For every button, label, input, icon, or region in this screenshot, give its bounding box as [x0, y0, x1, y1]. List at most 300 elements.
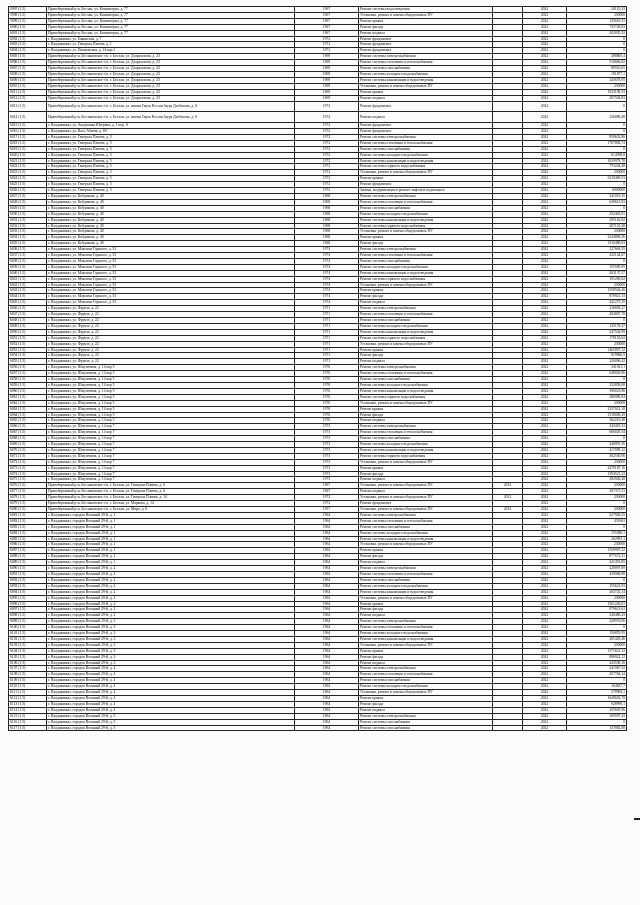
build-year-cell: 1976	[295, 371, 359, 377]
cost-cell: 431661	[567, 518, 627, 524]
cost-cell: 262991,1	[567, 536, 627, 542]
address-cell: г. Владикавказ, городок Военный 29-й, д. 2	[47, 607, 295, 613]
work-type-cell: Установка, ремонт и замена общедомовых ПУ	[359, 170, 493, 176]
work-type-cell: Ремонт крыши	[359, 288, 493, 294]
work-type-cell: Ремонт системы канализации и водоотведения	[359, 77, 493, 83]
row-number-cell: 6059 (1.5)	[9, 382, 47, 388]
cost-cell: 1649602,78	[567, 696, 627, 702]
cost-cell: 288805,4	[567, 54, 627, 60]
plan-year-cell: 2022	[523, 30, 567, 36]
work-type-cell: Ремонт крыши	[359, 601, 493, 607]
cost-cell: 2479187,16	[567, 465, 627, 471]
cost-cell: 0	[567, 146, 627, 152]
plan-year-cell: 2022	[523, 554, 567, 560]
cost-cell: 432144,87	[567, 253, 627, 259]
work-type-cell: Ремонт системы холодного водоснабжения	[359, 631, 493, 637]
survey-year-cell: 2012	[493, 483, 523, 489]
cost-cell: 2344896,56	[567, 235, 627, 241]
build-year-cell: 1976	[295, 382, 359, 388]
row-number-cell: 6102 (1.5)	[9, 636, 47, 642]
build-year-cell: 1967	[295, 489, 359, 495]
work-type-cell: Ремонт системы газоснабжения	[359, 719, 493, 725]
cost-cell: 155585,95	[567, 264, 627, 270]
plan-year-cell: 2022	[523, 77, 567, 83]
work-type-cell: Ремонт системы газоснабжения	[359, 678, 493, 684]
cost-cell: 1029978,78	[567, 158, 627, 164]
address-cell: г. Владикавказ, ул. Шмулевича, д. 14 кор 7	[47, 453, 295, 459]
row-number-cell: 6061 (1.5)	[9, 394, 47, 400]
build-year-cell: 1971	[295, 312, 359, 318]
plan-year-cell: 2022	[523, 211, 567, 217]
work-type-cell: Ремонт системы горячего водоснабжения	[359, 394, 493, 400]
plan-year-cell: 2022	[523, 442, 567, 448]
cost-cell: 0	[567, 123, 627, 129]
cost-cell: 255605,96	[567, 707, 627, 713]
plan-year-cell: 2022	[523, 400, 567, 406]
work-type-cell: Ремонт системы горячего водоснабжения	[359, 453, 493, 459]
address-cell: г. Владикавказ, ул. Шмулевича, д. 14 кор 5	[47, 400, 295, 406]
plan-year-cell: 2022	[523, 341, 567, 347]
plan-year-cell: 2022	[523, 223, 567, 229]
plan-year-cell: 2022	[523, 359, 567, 365]
cost-cell: 135610,31	[567, 18, 627, 24]
address-cell: г. Владикавказ, ул. Шмулевича, д. 14 кор 5	[47, 377, 295, 383]
plan-year-cell: 2022	[523, 7, 567, 13]
build-year-cell: 1974	[295, 294, 359, 300]
row-number-cell: 6069 (1.5)	[9, 442, 47, 448]
address-cell: г. Владикавказ, ул. Фрунзе, д. 22	[47, 323, 295, 329]
plan-year-cell: 2022	[523, 253, 567, 259]
work-type-cell: Ремонт фундамента	[359, 42, 493, 48]
plan-year-cell: 2022	[523, 672, 567, 678]
plan-year-cell: 2022	[523, 323, 567, 329]
address-cell: г. Владикавказ, ул. Шмулевича, д. 14 кор 5	[47, 418, 295, 424]
row-number-cell: 6055 (1.5)	[9, 359, 47, 365]
work-type-cell: Ремонт системы газоснабжения	[359, 577, 493, 583]
plan-year-cell: 2022	[523, 471, 567, 477]
plan-year-cell: 2022	[523, 465, 567, 471]
row-number-cell: 6073 (1.5)	[9, 465, 47, 471]
row-number-cell: 6037 (1.5)	[9, 253, 47, 259]
plan-year-cell: 2022	[523, 170, 567, 176]
cost-cell: 1310480,63	[567, 241, 627, 247]
work-type-cell: Ремонт системы канализации и водоотведения	[359, 158, 493, 164]
plan-year-cell: 2022	[523, 188, 567, 194]
row-number-cell: 6054 (1.5)	[9, 353, 47, 359]
cost-cell: 0	[567, 258, 627, 264]
row-number-cell: 6074 (1.5)	[9, 471, 47, 477]
cost-cell: 297373,11	[567, 489, 627, 495]
row-number-cell: 6010 (1.5)	[9, 83, 47, 89]
build-year-cell: 1972	[295, 170, 359, 176]
work-type-cell: Ремонт системы электроснабжения	[359, 619, 493, 625]
cost-cell: 1318049,29	[567, 412, 627, 418]
row-number-cell: 6012 (1.5)	[9, 95, 47, 101]
build-year-cell: 1964	[295, 518, 359, 524]
address-cell: Правобережный р-н, Беслановское г/п, г. Беслан, ул. Генерала Плиева, д. 6	[47, 483, 295, 489]
address-cell: г. Владикавказ, ул. Генерала Плиева, д. 5	[47, 182, 295, 188]
row-number-cell: 6112 (1.5)	[9, 696, 47, 702]
build-year-cell: 1972	[295, 158, 359, 164]
address-cell: г. Владикавказ, ул. Шмулевича, д. 14 кор 5	[47, 365, 295, 371]
address-cell: Правобережный р-н, Беслановское г/п, г. Беслан, ул. Дзарахохова, д. 23	[47, 60, 295, 66]
cost-cell: 0	[567, 318, 627, 324]
work-type-cell: Ремонт системы отопления и теплоснабжения	[359, 518, 493, 524]
cost-cell: 155621,93	[567, 583, 627, 589]
plan-year-cell: 2022	[523, 270, 567, 276]
address-cell: г. Владикавказ, ул. Фрунзе, д. 22	[47, 359, 295, 365]
row-number-cell: 6015 (1.5)	[9, 123, 47, 129]
row-number-cell: 6039 (1.5)	[9, 264, 47, 270]
build-year-cell: 1964	[295, 636, 359, 642]
build-year-cell: 1967	[295, 18, 359, 24]
plan-year-cell: 2022	[523, 158, 567, 164]
address-cell: Правобережный р-н, Беслановское г/п, г. Беслан, ул. Дзарахохова, д. 23	[47, 89, 295, 95]
work-type-cell: Ремонт системы холодного водоснабжения	[359, 684, 493, 690]
plan-year-cell: 2022	[523, 625, 567, 631]
address-cell: г. Владикавказ, ул. Шмулевича, д. 14 кор 7	[47, 447, 295, 453]
work-type-cell: Ремонт подвала	[359, 112, 493, 123]
work-type-cell: Ремонт системы горячего водоснабжения	[359, 335, 493, 341]
address-cell: г. Владикавказ, городок Военный 29-й, д. 3	[47, 631, 295, 637]
plan-year-cell: 2022	[523, 601, 567, 607]
cost-cell: 0	[567, 377, 627, 383]
build-year-cell: 1964	[295, 601, 359, 607]
cost-cell: 928999,1	[567, 701, 627, 707]
plan-year-cell: 2022	[523, 371, 567, 377]
address-cell: г. Владикавказ, городок Военный 29-й, д. 2	[47, 613, 295, 619]
address-cell: г. Владикавказ, ул. Генерала Плиева, д. 5	[47, 164, 295, 170]
work-type-cell: Ремонт фасада	[359, 654, 493, 660]
build-year-cell: 1973	[295, 430, 359, 436]
address-cell: г. Владикавказ, городок Военный 29-й, д. 1	[47, 554, 295, 560]
row-number-cell: 6030 (1.5)	[9, 211, 47, 217]
build-year-cell: 1968	[295, 235, 359, 241]
row-number-cell: 6025 (1.5)	[9, 182, 47, 188]
address-cell: г. Владикавказ, ул. Шмулевича, д. 14 кор 7	[47, 436, 295, 442]
address-cell: г. Владикавказ, ул. Шмулевича, д. 14 кор 5	[47, 371, 295, 377]
row-number-cell: 6089 (1.5)	[9, 560, 47, 566]
cost-cell: 230000	[567, 459, 627, 465]
build-year-cell: 1973	[295, 453, 359, 459]
plan-year-cell: 2022	[523, 518, 567, 524]
plan-year-cell: 2022	[523, 123, 567, 129]
plan-year-cell: 2022	[523, 193, 567, 199]
row-number-cell: 6087 (1.5)	[9, 548, 47, 554]
work-type-cell: Ремонт системы отопления и теплоснабжения	[359, 625, 493, 631]
build-year-cell: 1967	[295, 30, 359, 36]
address-cell: г. Владикавказ, ул. Генерала Плиева, д. 5	[47, 170, 295, 176]
row-number-cell: 6079 (1.5)	[9, 501, 47, 507]
plan-year-cell: 2022	[523, 524, 567, 530]
work-type-cell: Ремонт фундамента	[359, 48, 493, 54]
build-year-cell: 1964	[295, 571, 359, 577]
address-cell: г. Владикавказ, городок Военный 29-й, д. 4	[47, 672, 295, 678]
build-year-cell: 1964	[295, 719, 359, 725]
address-cell: г. Владикавказ, ул. Кобдикова, д. 40	[47, 223, 295, 229]
row-number-cell: 6070 (1.5)	[9, 447, 47, 453]
plan-year-cell: 2022	[523, 719, 567, 725]
plan-year-cell: 2022	[523, 453, 567, 459]
cost-cell: 230000	[567, 400, 627, 406]
cost-cell: 648026,96	[567, 371, 627, 377]
row-number-cell: 6003 (1.5)	[9, 42, 47, 48]
build-year-cell: 1964	[295, 554, 359, 560]
plan-year-cell: 2022	[523, 347, 567, 353]
plan-year-cell: 2022	[523, 306, 567, 312]
row-number-cell: 6050 (1.5)	[9, 329, 47, 335]
work-type-cell: Ремонт системы отопления и теплоснабжения	[359, 672, 493, 678]
build-year-cell: 1971	[295, 318, 359, 324]
work-type-cell: Установка, ремонт и замена общедомовых ПУ	[359, 229, 493, 235]
address-cell: г. Владикавказ, городок Военный 29-й, д. 4	[47, 666, 295, 672]
work-type-cell: Ремонт подвала	[359, 707, 493, 713]
build-year-cell: 1971	[295, 335, 359, 341]
build-year-cell: 1964	[295, 666, 359, 672]
address-cell: г. Владикавказ, ул. Максима Горького, д. 53	[47, 258, 295, 264]
work-type-cell: Ремонт системы горячего водоснабжения	[359, 223, 493, 229]
work-type-cell: Ремонт фундамента	[359, 101, 493, 112]
build-year-cell: 1967	[295, 12, 359, 18]
row-number-cell: 6041 (1.5)	[9, 276, 47, 282]
row-number-cell: 6094 (1.5)	[9, 589, 47, 595]
cost-cell: 0	[567, 625, 627, 631]
plan-year-cell: 2022	[523, 182, 567, 188]
plan-year-cell: 2022	[523, 406, 567, 412]
row-number-cell: 6083 (1.5)	[9, 524, 47, 530]
cost-cell: 1556907,22	[567, 548, 627, 554]
address-cell: г. Владикавказ, ул. Пашковская, д. 14 кор.2	[47, 48, 295, 54]
address-cell: г. Владикавказ, ул. Фрунзе, д. 22	[47, 318, 295, 324]
build-year-cell: 1971	[295, 329, 359, 335]
cost-cell: 230000	[567, 229, 627, 235]
row-number-cell: 6114 (1.5)	[9, 707, 47, 713]
address-cell: г. Владикавказ, городок Военный 29-й, д. 2	[47, 571, 295, 577]
build-year-cell: 1971	[295, 347, 359, 353]
cost-cell: 1561226,01	[567, 601, 627, 607]
plan-year-cell: 2022	[523, 83, 567, 89]
address-cell: г. Владикавказ, городок Военный 29-й, д. 4	[47, 690, 295, 696]
build-year-cell: 1964	[295, 607, 359, 613]
plan-year-cell: 2022	[523, 607, 567, 613]
work-type-cell: Ремонт системы канализации и водоотведения	[359, 217, 493, 223]
plan-year-cell: 2022	[523, 288, 567, 294]
work-type-cell: Установка, ремонт и замена общедомовых ПУ	[359, 507, 493, 513]
work-type-cell: Ремонт крыши	[359, 235, 493, 241]
cost-cell: 230000	[567, 483, 627, 489]
plan-year-cell: 2022	[523, 495, 567, 501]
cost-cell: 230000	[567, 595, 627, 601]
work-type-cell: Ремонт крыши	[359, 648, 493, 654]
build-year-cell: 1967	[295, 483, 359, 489]
plan-year-cell: 2022	[523, 642, 567, 648]
build-year-cell: 1972	[295, 140, 359, 146]
plan-year-cell: 2022	[523, 335, 567, 341]
address-cell: г. Владикавказ, городок Военный 29-й, д. 2	[47, 589, 295, 595]
build-year-cell: 1964	[295, 696, 359, 702]
row-number-cell: 6052 (1.5)	[9, 341, 47, 347]
build-year-cell: 1964	[295, 713, 359, 719]
address-cell: Правобережный р-н, Беслан, ул. Коминтерна, д. 77	[47, 24, 295, 30]
cost-cell: 1571621,12	[567, 648, 627, 654]
cost-cell: 877672,31	[567, 554, 627, 560]
cost-cell: 202035,32	[567, 30, 627, 36]
work-type-cell: Установка, ремонт и замена общедомовых ПУ	[359, 642, 493, 648]
cost-cell: 819966,5	[567, 353, 627, 359]
cost-cell: 649615,93	[567, 199, 627, 205]
row-number-cell: 6115 (1.5)	[9, 713, 47, 719]
cost-cell: 164657,7	[567, 684, 627, 690]
cost-cell: 230000	[567, 542, 627, 548]
row-number-cell: 6014 (1.5)	[9, 112, 47, 123]
cost-cell: 430968,88	[567, 571, 627, 577]
address-cell: г. Владикавказ, городок Военный 29-й, д. 4	[47, 678, 295, 684]
row-number-cell: 6048 (1.5)	[9, 318, 47, 324]
build-year-cell: 1964	[295, 560, 359, 566]
plan-year-cell: 2022	[523, 365, 567, 371]
plan-year-cell: 2022	[523, 258, 567, 264]
cost-cell: 6000000	[567, 188, 627, 194]
work-type-cell: Установка, ремонт и замена общедомовых ПУ	[359, 595, 493, 601]
row-number-cell: 6007 (1.5)	[9, 66, 47, 72]
address-cell: г. Владикавказ, городок Военный 29-й, д. 3	[47, 648, 295, 654]
build-year-cell: 1976	[295, 388, 359, 394]
address-cell: г. Владикавказ, ул. Кобдикова, д. 40	[47, 205, 295, 211]
cost-cell: 241453,85	[567, 560, 627, 566]
cost-cell: 614598,8	[567, 152, 627, 158]
cost-cell: 169597,43	[567, 713, 627, 719]
row-number-cell: 6057 (1.5)	[9, 371, 47, 377]
plan-year-cell: 2022	[523, 430, 567, 436]
plan-year-cell: 2022	[523, 247, 567, 253]
cost-cell: 417099,12	[567, 447, 627, 453]
work-type-cell: Ремонт фундамента	[359, 123, 493, 129]
work-type-cell: Установка, ремонт и замена общедомовых ПУ	[359, 690, 493, 696]
cost-cell: 226096,42	[567, 359, 627, 365]
row-number-cell: 6023 (1.5)	[9, 170, 47, 176]
plan-year-cell: 2022	[523, 388, 567, 394]
build-year-cell: 1972	[295, 501, 359, 507]
plan-year-cell: 2022	[523, 134, 567, 140]
address-cell: г. Владикавказ, ул. Кобдикова, д. 40	[47, 229, 295, 235]
plan-year-cell: 2022	[523, 654, 567, 660]
build-year-cell: 1964	[295, 542, 359, 548]
address-cell: г. Владикавказ, городок Военный 29-й, д. 3	[47, 625, 295, 631]
cost-cell: 457764,24	[567, 672, 627, 678]
cost-cell: 247542,99	[567, 329, 627, 335]
cost-cell: 878921,33	[567, 294, 627, 300]
row-number-cell: 6110 (1.5)	[9, 684, 47, 690]
plan-year-cell: 2022	[523, 66, 567, 72]
work-type-cell: Установка, ремонт и замена общедомовых ПУ	[359, 459, 493, 465]
address-cell: Правобережный р-н, Беслановское г/п, г. Беслан, ул. Дзарахохова, д. 23	[47, 66, 295, 72]
row-number-cell: 6098 (1.5)	[9, 613, 47, 619]
row-number-cell: 6008 (1.5)	[9, 71, 47, 77]
cost-cell: 1558544,26	[567, 288, 627, 294]
row-number-cell: 6088 (1.5)	[9, 554, 47, 560]
row-number-cell: 6018 (1.5)	[9, 140, 47, 146]
row-number-cell: 6109 (1.5)	[9, 678, 47, 684]
work-type-cell: Ремонт системы горячего водоснабжения	[359, 276, 493, 282]
address-cell: г. Владикавказ, городок Военный 29-й, д. 5	[47, 713, 295, 719]
plan-year-cell: 2022	[523, 577, 567, 583]
cost-cell: 156855,95	[567, 631, 627, 637]
work-type-cell: Ремонт системы канализации и водоотведения	[359, 270, 493, 276]
row-number-cell: 6022 (1.5)	[9, 164, 47, 170]
row-number-cell: 6006 (1.5)	[9, 60, 47, 66]
cost-cell: 382926,28	[567, 477, 627, 483]
build-year-cell: 1969	[295, 89, 359, 95]
row-number-cell: 6013 (1.5)	[9, 101, 47, 112]
row-number-cell: 6036 (1.5)	[9, 247, 47, 253]
build-year-cell: 1972	[295, 152, 359, 158]
cost-cell: 230000	[567, 282, 627, 288]
row-number-cell: 6106 (1.5)	[9, 660, 47, 666]
address-cell: г. Владикавказ, ул. Генерала Плиева, д. 1	[47, 42, 295, 48]
row-number-cell: 6042 (1.5)	[9, 282, 47, 288]
row-number-cell: 6117 (1.5)	[9, 725, 47, 731]
build-year-cell: 1964	[295, 707, 359, 713]
address-cell: Правобережный р-н, Беслановское г/п, г. Беслан, ул. имени Героя России Заура Дзебисова, д. 6	[47, 112, 295, 123]
build-year-cell: 1972	[295, 112, 359, 123]
cost-cell: 1923198,33	[567, 89, 627, 95]
work-type-cell: Ремонт системы газоснабжения	[359, 66, 493, 72]
plan-year-cell: 2022	[523, 229, 567, 235]
cost-cell: 230000	[567, 170, 627, 176]
row-number-cell: 6116 (1.5)	[9, 719, 47, 725]
row-number-cell: 6084 (1.5)	[9, 530, 47, 536]
build-year-cell: 1976	[295, 377, 359, 383]
row-number-cell: 6090 (1.5)	[9, 566, 47, 572]
work-type-cell: Ремонт системы отопления и теплоснабжения	[359, 430, 493, 436]
address-cell: г. Владикавказ, ул. Шмулевича, д. 14 кор 7	[47, 424, 295, 430]
work-type-cell: Ремонт системы газоснабжения	[359, 318, 493, 324]
cost-cell: 859632,86	[567, 134, 627, 140]
address-cell: г. Владикавказ, ул. Васо Абаева, д. 69	[47, 129, 295, 135]
cost-cell: 341019,35	[567, 193, 627, 199]
address-cell: г. Владикавказ, ул. Академика Шегрена, д. 1 кор. А	[47, 123, 295, 129]
build-year-cell: 1976	[295, 394, 359, 400]
row-number-cell: 6033 (1.5)	[9, 229, 47, 235]
work-type-cell: Ремонт системы канализации и водоотведения	[359, 636, 493, 642]
address-cell: г. Владикавказ, городок Военный 29-й, д. 2	[47, 595, 295, 601]
address-cell: г. Владикавказ, городок Военный 29-й, д. 3	[47, 654, 295, 660]
build-year-cell: 1976	[295, 406, 359, 412]
plan-year-cell: 2022	[523, 318, 567, 324]
build-year-cell: 1973	[295, 436, 359, 442]
plan-year-cell: 2022	[523, 312, 567, 318]
row-number-cell: 6066 (1.5)	[9, 424, 47, 430]
work-type-cell: Ремонт фасада	[359, 412, 493, 418]
row-number-cell: 6019 (1.5)	[9, 146, 47, 152]
plan-year-cell: 2022	[523, 690, 567, 696]
cost-cell: 265429,46	[567, 636, 627, 642]
work-type-cell: Ремонт системы газоснабжения	[359, 725, 493, 731]
row-number-cell: 6053 (1.5)	[9, 347, 47, 353]
plan-year-cell: 2022	[523, 199, 567, 205]
address-cell: Правобережный р-н, Беслан, ул. Коминтерна, д. 77	[47, 7, 295, 13]
row-number-cell: 6068 (1.5)	[9, 436, 47, 442]
row-number-cell: 6067 (1.5)	[9, 430, 47, 436]
address-cell: г. Владикавказ, ул. Генерала Плиева, д. 5	[47, 146, 295, 152]
build-year-cell: 1972	[295, 42, 359, 48]
work-type-cell: Ремонт системы холодного водоснабжения	[359, 442, 493, 448]
build-year-cell: 1968	[295, 193, 359, 199]
build-year-cell: 1972	[295, 101, 359, 112]
work-type-cell: Ремонт подвала	[359, 660, 493, 666]
plan-year-cell: 2022	[523, 241, 567, 247]
plan-year-cell: 2022	[523, 424, 567, 430]
